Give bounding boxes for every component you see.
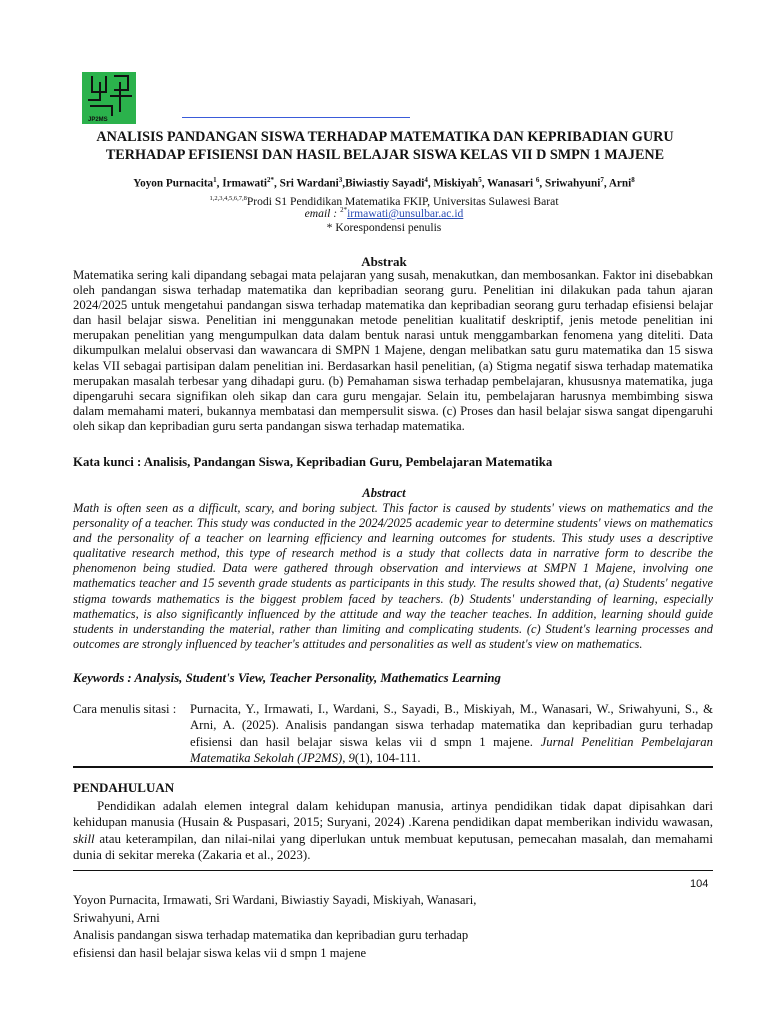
author-sup: 1: [213, 176, 217, 184]
footer-title: efisiensi dan hasil belajar siswa kelas vii d smpn 1 majene: [73, 945, 367, 960]
running-footer: [73, 892, 553, 962]
author: Sriwahyuni: [545, 177, 601, 190]
abstrak-text: Matematika sering kali dipandang sebagai mata pelajaran yang susah, menakutkan, dan membosankan. Faktor ini disebabkan oleh pandangan siswa terhadap matematika dan kepribadian seorang guru. Penelitian ini dilakukan pada tahun ajaran 2024/2025 untuk mengetahui pandangan siswa terhadap matematika dan kepribadian seorang guru terhadap efisiensi belajar dan hasil belajar siswa. Penelitian ini menggunakan metode penelitian kualitatif deskriptif, jenis metode penelitian ini merupakan penelitian yang mengumpulkan data dalam bentuk narasi untuk menggambarkan fenomena yang diteliti. Data dikumpulkan melalui observasi dan wawancara di SMPN 1 Majene, dengan melibatkan satu guru matematika dan 15 siswa kelas VII sebagai partisipan dalam penelitian ini. Berdasarkan hasil penelitian, (a) Stigma negatif siswa terhadap matematika merupakan masalah terbesar yang dihadapi guru. (b) Pemahaman siswa terhadap pembelajaran, khususnya matematika, juga dipengaruhi secara signifikan oleh sikap dan cara guru mengajar. Selain itu, pembelajaran harusnya membimbing siswa dalam memahami materi, bukannya membatasi dan mempersulit siswa. (c) Proses dan hasil belajar siswa sangat dipengaruhi oleh sikap dan kepribadian guru serta pandangan siswa terhadap matematika.: [73, 268, 713, 433]
header-divider: [182, 117, 410, 118]
kata-kunci: Kata kunci : Analisis, Pandangan Siswa, Kepribadian Guru, Pembelajaran Matematika: [73, 455, 553, 469]
paper-title: ANALISIS PANDANGAN SISWA TERHADAP MATEMATIKA DAN KEPRIBADIAN GURU TERHADAP EFISIENSI DAN HASIL BELAJAR SISWA KELAS VII D SMPN 1 MAJENE: [96, 129, 674, 163]
author-sup: 2*: [267, 176, 274, 184]
email-sup: 2*: [340, 206, 348, 214]
author-sup: 3: [338, 176, 343, 184]
citation-body: [190, 701, 713, 767]
email-label: email :: [304, 206, 341, 220]
journal-logo: [82, 72, 136, 124]
paragraph-text: atau keterampilan, dan nilai-nilai yang diperlukan untuk membuat keputusan, pemecahan masalah, dan memahami dunia di sekitar mereka (Zakaria et al., 2023).: [73, 830, 713, 862]
abstract-heading: Abstract: [362, 486, 406, 500]
author: Wanasari: [487, 177, 536, 190]
citation-volume: 9: [348, 751, 355, 766]
email-line: [40, 206, 728, 220]
correspondence-note: * Korespondensi penulis: [326, 221, 442, 234]
author-sup: 5: [478, 176, 482, 184]
footer-title: Analisis pandangan siswa terhadap matematika dan kepribadian guru terhadap: [73, 928, 469, 943]
author: Yoyon Purnacita: [133, 177, 214, 190]
footer-rule: [73, 870, 713, 871]
author-list: Yoyon Purnacita$^1$, Irmawati$^{2*}$, Sri Wardani$^3$,Biwiastiy Sayadi$^4$, Miskiyah$^5$, Wanasari $^6$, Sriwahyuni$^7$, Arni$^8$: [133, 176, 635, 190]
author: Biwiastiy Sayadi: [345, 177, 425, 190]
citation-text: Purnacita, Y., Irmawati, I., Wardani, S., Sayadi, B., Miskiyah, M., Wanasari, W., Sriwahyuni, S., & Arni, A. (2025). Analisis pandangan siswa terhadap matematika dan kepribadian guru terhadap efisiensi dan hasil belajar siswa kelas vii d smpn 1 majene.: [190, 702, 713, 749]
section-rule: [73, 766, 713, 768]
keywords: Keywords : Analysis, Student's View, Teacher Personality, Mathematics Learning: [73, 671, 501, 685]
citation-sep: ,: [342, 751, 349, 766]
citation-block: [73, 701, 713, 767]
citation-journal: Jurnal Penelitian Pembelajaran Matematika Sekolah (JP2MS): [190, 734, 713, 766]
paragraph-text: Pendidikan adalah elemen integral dalam kehidupan manusia, artinya pendidikan tidak dapat dipisahkan dari kehidupan manusia (Husain & Puspasari, 2015; Suryani, 2024) .Karena pendidikan dapat memberikan individu wawasan,: [73, 798, 713, 830]
citation-label: Cara menulis sitasi :: [73, 702, 177, 716]
logo-text: JP2MS: [88, 117, 108, 123]
author: Sri Wardani: [279, 177, 339, 190]
author-sup: 8: [631, 176, 635, 184]
author: Miskiyah: [433, 177, 479, 190]
paragraph-emphasis: skill: [73, 830, 95, 846]
author: Irmawati: [222, 177, 267, 190]
abstrak-heading: Abstrak: [361, 254, 407, 269]
affiliation-sup: 1,2,3,4,5,6,7,8: [209, 195, 247, 202]
abstract-text: Math is often seen as a difficult, scary, and boring subject. This factor is caused by students' views on mathematics and the personality of a teacher. This study was conducted in the 2024/2025 academic year to determine students' views on mathematics and the personality of a teacher on learning efficiency and learning outcomes for students. This study uses a descriptive qualitative research method, this type of research method is a study that collects data in narrative form to describe the phenomenon being studied. Data were gathered through observation and interviews at SMPN 1 Majene, involving one mathematics teacher and 15 seventh grade students as participants in this study. The results showed that, (a) Students' negative stigma towards mathematics is the biggest problem faced by teachers. (b) Students' understanding of learning, especially mathematics, is also significantly influenced by the attitude and way the teacher teaches. In addition, learning should guide students in understanding the material, rather than limiting and complicating students. (c) Student's learning processes and outcomes are strongly influenced by teacher's attitudes and personalities as well as student's view on mathematics.: [73, 501, 713, 651]
author-sup: 4: [424, 176, 428, 184]
footer-authors: Yoyon Purnacita, Irmawati, Sri Wardani, Biwiastiy Sayadi, Miskiyah, Wanasari,: [73, 893, 477, 907]
section-paragraph: [73, 798, 713, 863]
section-heading: PENDAHULUAN: [73, 780, 175, 795]
footer-authors: Sriwahyuni, Arni: [73, 910, 160, 925]
email-link[interactable]: irmawati@unsulbar.ac.id: [347, 206, 464, 220]
author-sup: 7: [600, 176, 604, 184]
author: Arni: [608, 177, 632, 190]
page-number: 104: [690, 878, 709, 890]
citation-issue: (1), 104-111.: [354, 751, 421, 766]
affiliation-text: Prodi S1 Pendidikan Matematika FKIP, Universitas Sulawesi Barat: [246, 194, 559, 208]
author-sup: 6: [535, 176, 540, 184]
